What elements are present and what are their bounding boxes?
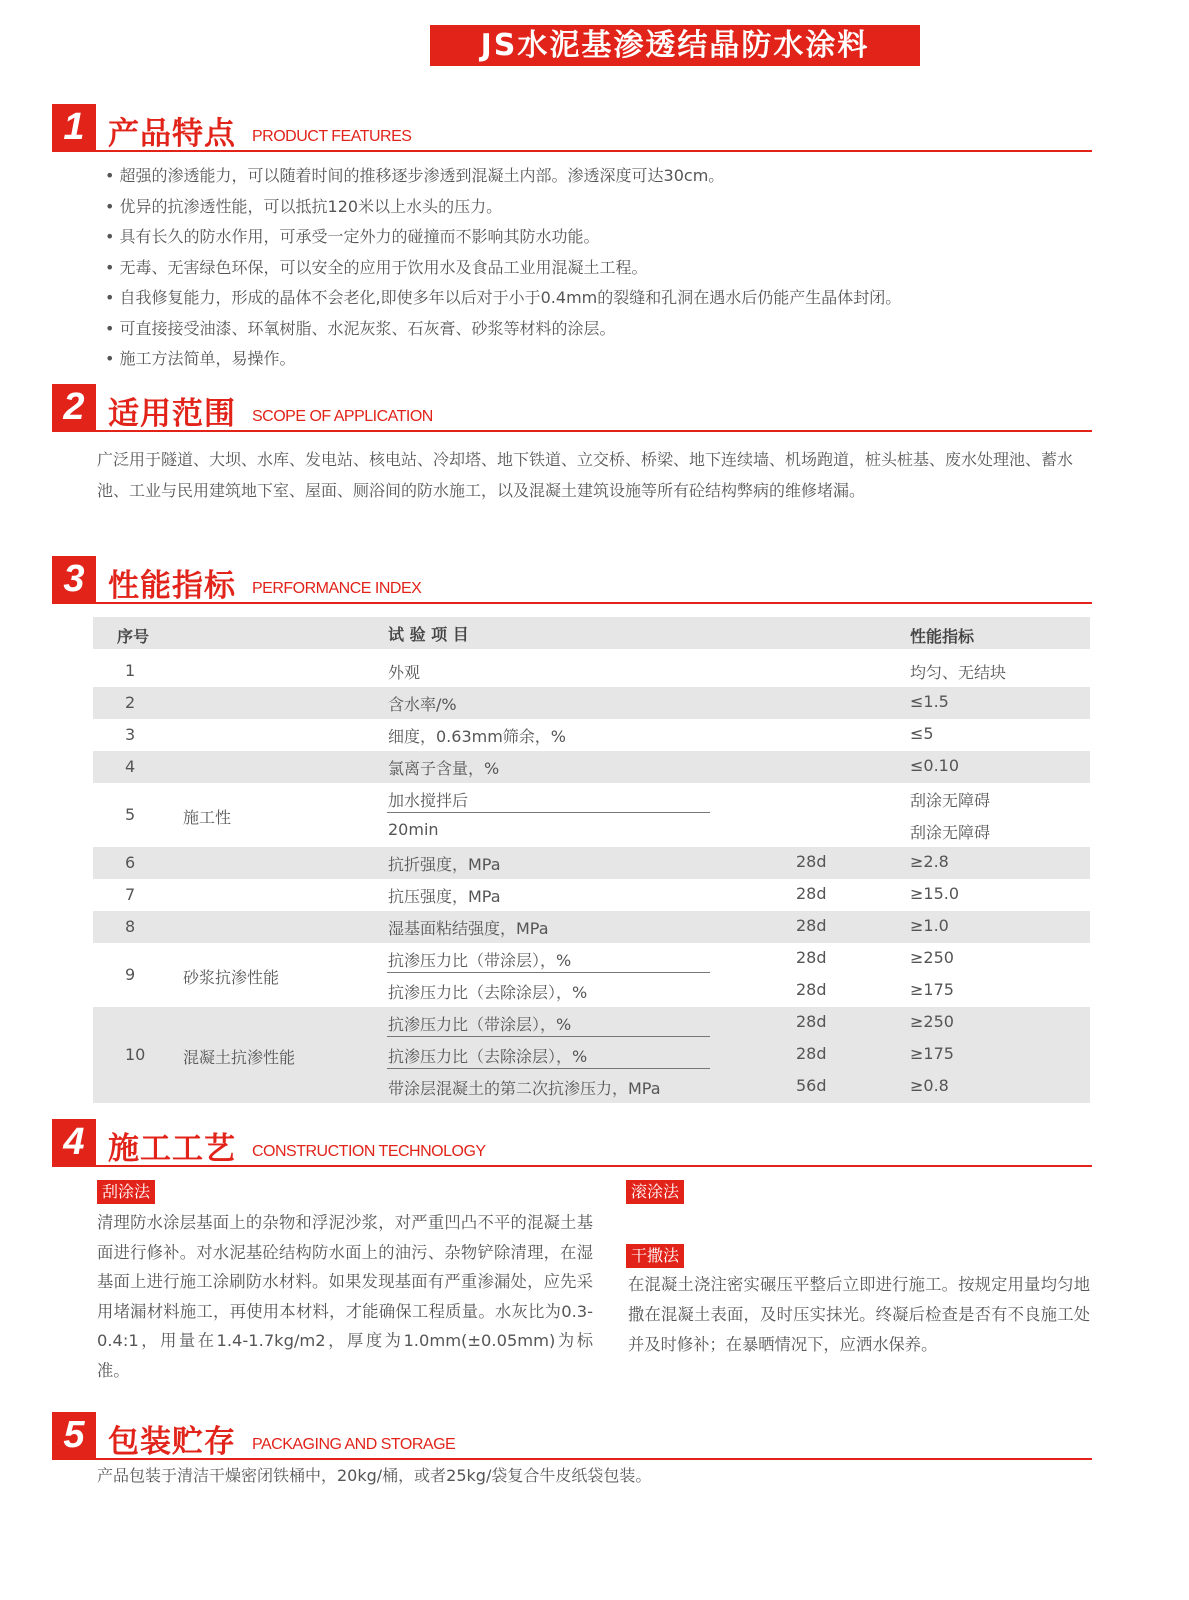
feature-text: 自我修复能力，形成的晶体不会老化,即使多年以后对于小于0.4mm的裂缝和孔洞在遇水后仍能产生晶体封闭。	[119, 288, 902, 307]
table-row	[93, 687, 1090, 719]
feature-text: 优异的抗渗透性能，可以抵抗120米以上水头的压力。	[119, 196, 503, 216]
row-item: 带涂层混凝土的第二次抗渗压力，MPa	[388, 1079, 661, 1098]
table-row	[93, 911, 1090, 943]
header-seq: 序号	[117, 627, 150, 646]
row-seq: 1	[125, 661, 136, 680]
row-item: 抗折强度，MPa	[388, 855, 501, 874]
feature-item: • 超强的渗透能力，可以随着时间的推移逐步渗透到混凝土内部。渗透深度可达30cm。	[105, 166, 725, 185]
row-item: 抗压强度，MPa	[388, 887, 501, 906]
row-value: ≥175	[910, 980, 954, 999]
feature-item: • 施工方法简单，易操作。	[105, 349, 296, 368]
row-age: 28d	[796, 980, 827, 999]
row-value: ≥1.0	[910, 916, 949, 935]
divider	[387, 1068, 710, 1069]
method-tag-scrape: 刮涂法	[97, 1180, 155, 1204]
divider	[387, 812, 710, 813]
row-value: 刮涂无障碍	[910, 823, 991, 842]
feature-item: • 可直接接受油漆、环氧树脂、水泥灰浆、石灰膏、砂浆等材料的涂层。	[105, 318, 616, 338]
section-number: 4	[52, 1119, 96, 1165]
section-subtitle: CONSTRUCTION TECHNOLOGY	[252, 1143, 486, 1160]
row-item: 含水率/%	[388, 695, 457, 714]
row-seq: 7	[125, 885, 136, 904]
row-item: 氯离子含量，%	[388, 759, 500, 778]
table-row	[93, 943, 1090, 1007]
feature-text: 超强的渗透能力，可以随着时间的推移逐步渗透到混凝土内部。渗透深度可达30cm。	[119, 166, 725, 185]
section-number: 1	[52, 104, 96, 150]
row-value: 均匀、无结块	[910, 663, 1007, 682]
row-item: 加水搅拌后	[388, 791, 469, 810]
row-seq: 6	[125, 853, 136, 872]
section-title: 产品特点	[108, 116, 236, 152]
row-item: 20min	[388, 820, 439, 839]
row-age: 56d	[796, 1076, 827, 1095]
section-number: 3	[52, 556, 96, 602]
row-seq: 5	[125, 805, 136, 824]
feature-text: 无毒、无害绿色环保，可以安全的应用于饮用水及食品工业用混凝土工程。	[119, 257, 648, 277]
row-item: 抗渗压力比（去除涂层），%	[388, 1047, 588, 1066]
row-age: 28d	[796, 1012, 827, 1031]
section-title: 性能指标	[108, 568, 236, 604]
section-subtitle: SCOPE OF APPLICATION	[252, 408, 433, 425]
row-value: ≥250	[910, 948, 954, 967]
table-row	[93, 879, 1090, 911]
table-header	[93, 617, 1090, 649]
row-value: ≥0.8	[910, 1076, 949, 1095]
row-seq: 9	[125, 965, 136, 984]
section-subtitle: PACKAGING AND STORAGE	[252, 1436, 456, 1453]
method-text-scrape: 清理防水涂层基面上的杂物和浮泥沙浆，对严重凹凸不平的混凝土基面进行修补。对水泥基砼结构防水面上的油污、杂物铲除清理，在湿基面上进行施工涂刷防水材料。如果发现基面有严重渗漏处，应先采用堵漏材料施工，再使用本材料，才能确保工程质量。水灰比为0.3-0.4:1，用量在1.4-1.7kg/m2，厚度为1.0mm(±0.05mm)为标准。	[97, 1213, 593, 1380]
feature-item: • 优异的抗渗透性能，可以抵抗120米以上水头的压力。	[105, 196, 503, 216]
feature-item: • 无毒、无害绿色环保，可以安全的应用于饮用水及食品工业用混凝土工程。	[105, 257, 648, 277]
row-item: 细度，0.63mm筛余，%	[388, 727, 567, 746]
header-value: 性能指标	[910, 627, 975, 646]
divider	[387, 972, 710, 973]
section-subtitle: PERFORMANCE INDEX	[252, 580, 422, 597]
row-item: 外观	[388, 663, 421, 682]
feature-item: • 自我修复能力，形成的晶体不会老化,即使多年以后对于小于0.4mm的裂缝和孔洞在遇水后仍能产生晶体封闭。	[105, 288, 902, 307]
section-header-packaging	[52, 1412, 1092, 1460]
header-item: 试 验 项 目	[388, 625, 469, 644]
row-value: ≤0.10	[910, 756, 960, 775]
section-header-performance	[52, 556, 1092, 604]
row-item: 湿基面粘结强度，MPa	[388, 919, 549, 938]
row-age: 28d	[796, 1044, 827, 1063]
row-value: ≤5	[910, 724, 934, 743]
row-age: 28d	[796, 852, 827, 871]
row-seq: 3	[125, 725, 136, 744]
row-seq: 4	[125, 757, 136, 776]
row-item: 抗渗压力比（去除涂层），%	[388, 983, 588, 1002]
section-header-scope	[52, 384, 1092, 432]
row-value: ≤1.5	[910, 692, 949, 711]
divider	[387, 1036, 710, 1037]
section-title: 包装贮存	[108, 1424, 236, 1460]
row-age: 28d	[796, 884, 827, 903]
row-value: ≥250	[910, 1012, 954, 1031]
scope-text: 广泛用于隧道、大坝、水库、发电站、核电站、冷却塔、地下铁道、立交桥、桥梁、地下连续墙、机场跑道，桩头桩基、废水处理池、蓄水池、工业与民用建筑地下室、屋面、厕浴间的防水施工，以及混凝土建筑设施等所有砼结构弊病的维修堵漏。	[97, 450, 1074, 500]
section-subtitle: PRODUCT FEATURES	[252, 128, 412, 145]
row-group: 施工性	[183, 808, 232, 827]
method-tag-dry: 干撒法	[626, 1244, 684, 1268]
row-group: 砂浆抗渗性能	[183, 968, 280, 987]
table-row	[93, 719, 1090, 751]
row-value: 刮涂无障碍	[910, 791, 991, 810]
section-number: 5	[52, 1412, 96, 1458]
row-value: ≥15.0	[910, 884, 960, 903]
page-title: JS水泥基渗透结晶防水涂料	[430, 25, 920, 66]
row-seq: 8	[125, 917, 136, 936]
row-item: 抗渗压力比（带涂层），%	[388, 1015, 572, 1034]
section-header-construction	[52, 1119, 1092, 1167]
row-age: 28d	[796, 916, 827, 935]
table-row	[93, 655, 1090, 687]
section-title: 施工工艺	[108, 1131, 236, 1167]
row-seq: 10	[125, 1045, 146, 1064]
table-row	[93, 1007, 1090, 1103]
method-tag-roll: 滚涂法	[626, 1180, 684, 1204]
section-header-features	[52, 104, 1092, 152]
row-item: 抗渗压力比（带涂层），%	[388, 951, 572, 970]
table-row	[93, 751, 1090, 783]
packaging-text: 产品包装于清洁干燥密闭铁桶中，20kg/桶，或者25kg/袋复合牛皮纸袋包装。	[97, 1466, 652, 1485]
row-seq: 2	[125, 693, 136, 712]
feature-item: • 具有长久的防水作用，可承受一定外力的碰撞而不影响其防水功能。	[105, 227, 600, 246]
method-text-dry: 在混凝土浇注密实碾压平整后立即进行施工。按规定用量均匀地撒在混凝土表面，及时压实抹光。终凝后检查是否有不良施工处并及时修补；在暴晒情况下，应洒水保养。	[628, 1275, 1090, 1354]
table-row	[93, 783, 1090, 847]
row-value: ≥2.8	[910, 852, 949, 871]
section-number: 2	[52, 384, 96, 430]
section-title: 适用范围	[108, 396, 236, 432]
row-age: 28d	[796, 948, 827, 967]
row-group: 混凝土抗渗性能	[183, 1048, 296, 1067]
feature-text: 可直接接受油漆、环氧树脂、水泥灰浆、石灰膏、砂浆等材料的涂层。	[119, 318, 616, 338]
table-row	[93, 847, 1090, 879]
feature-text: 施工方法简单，易操作。	[119, 349, 296, 368]
feature-text: 具有长久的防水作用，可承受一定外力的碰撞而不影响其防水功能。	[119, 227, 600, 246]
row-value: ≥175	[910, 1044, 954, 1063]
